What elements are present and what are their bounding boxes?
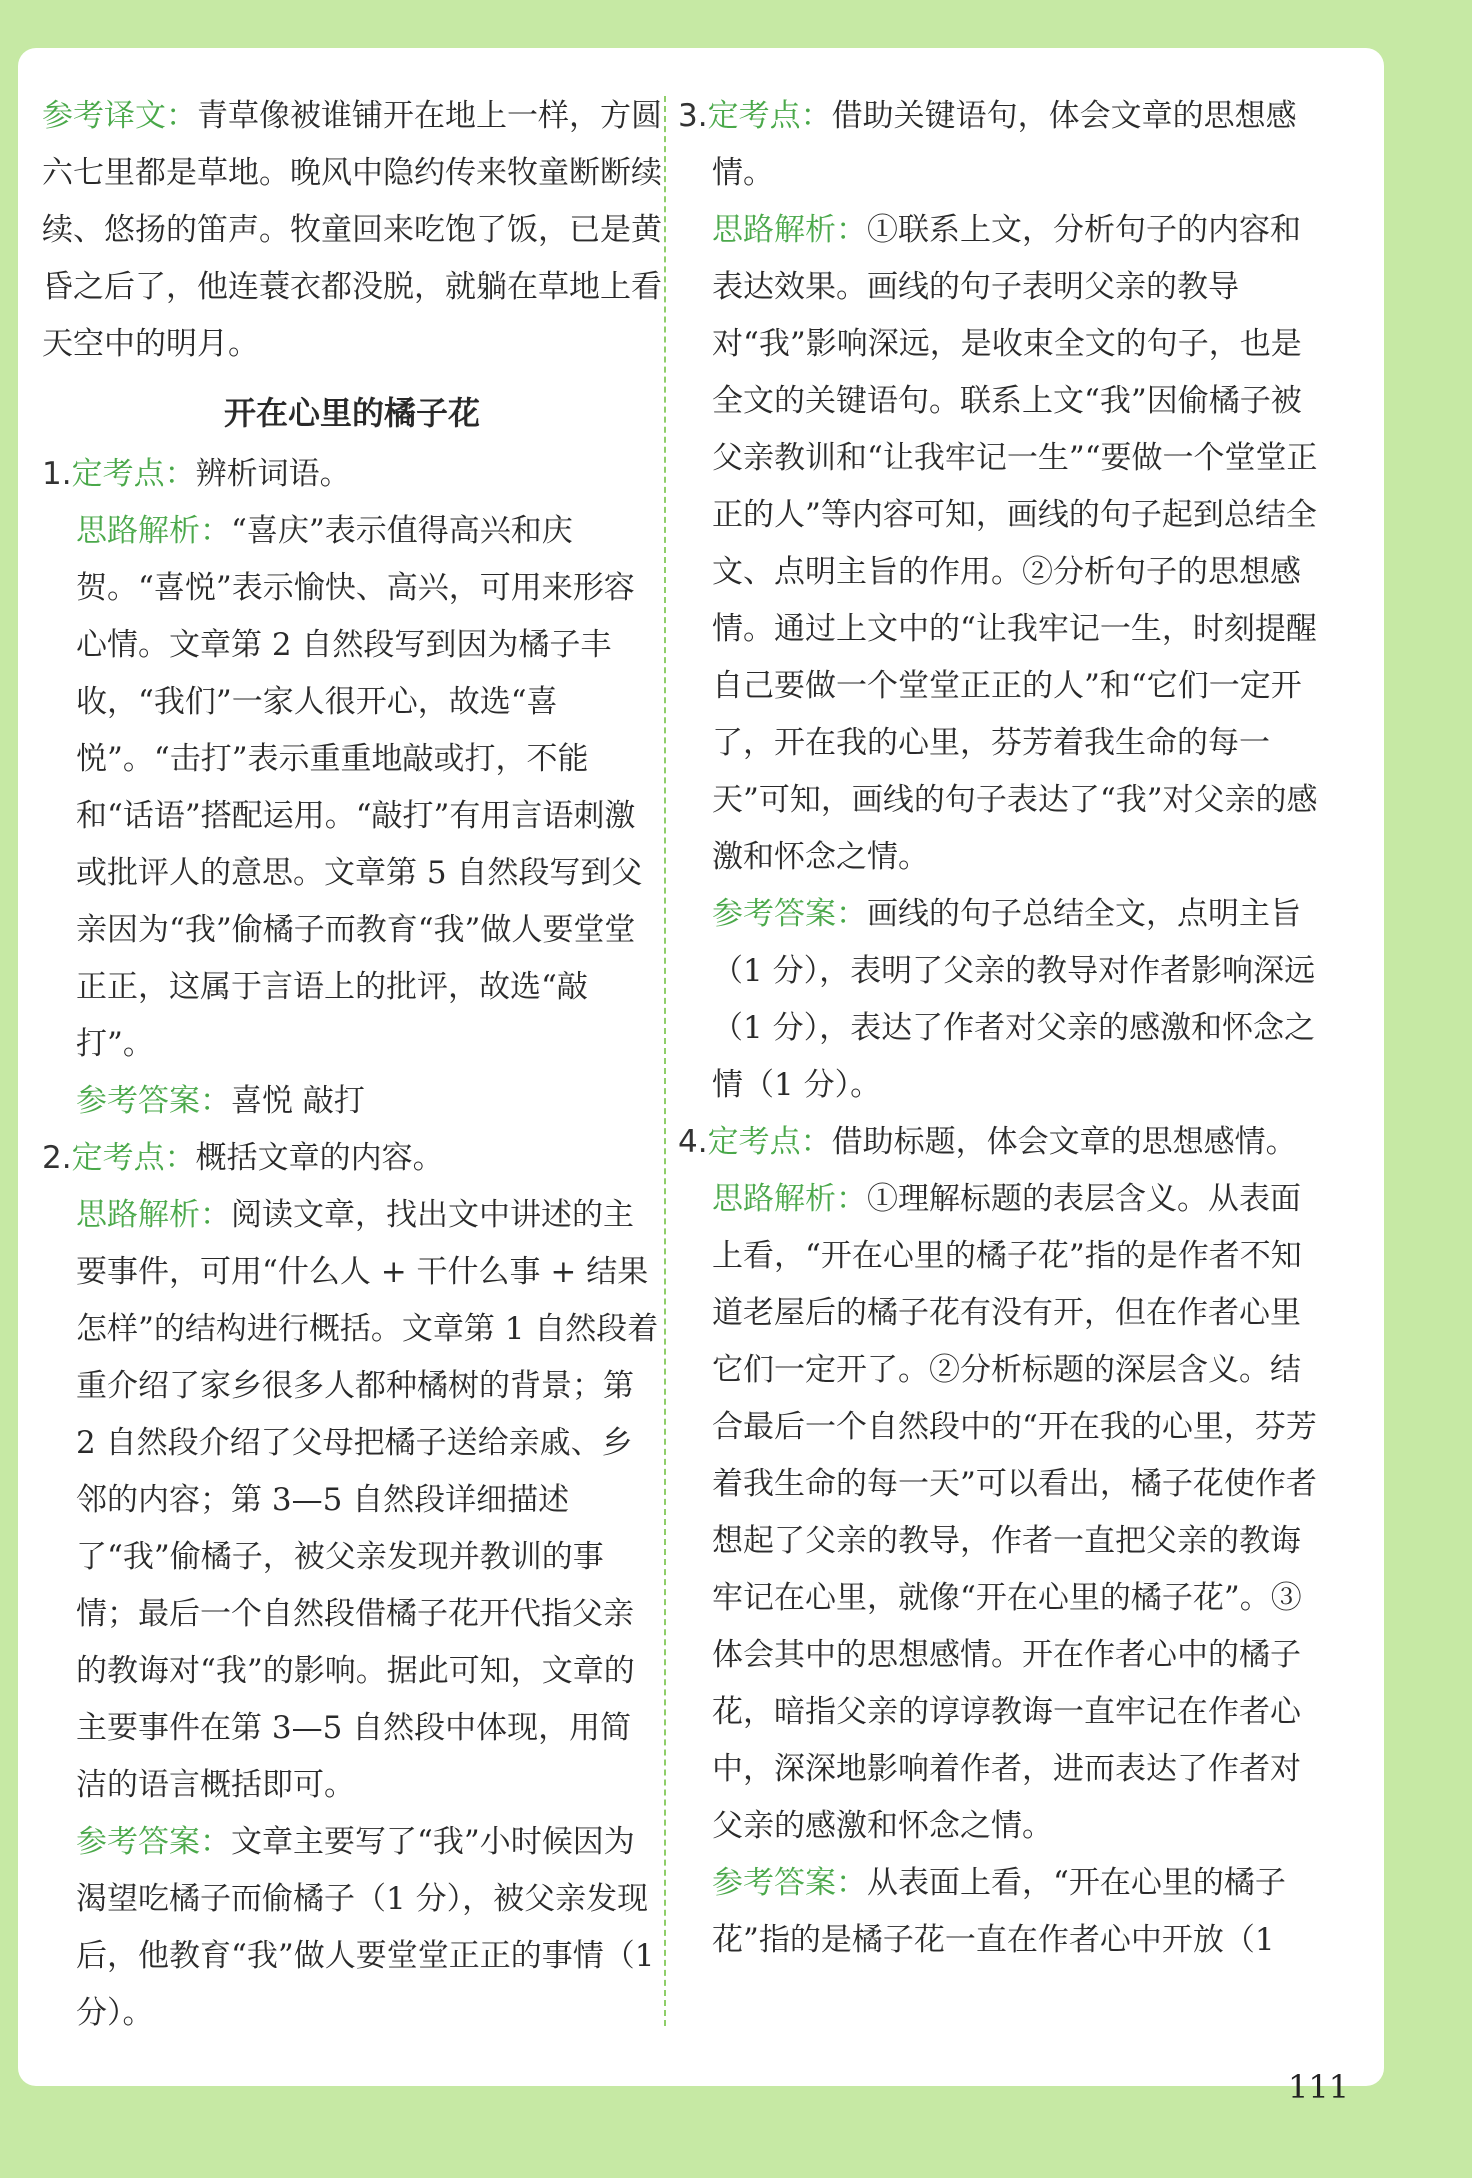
translation-paragraph [42,88,662,373]
q3-analysis: 思路解析：①联系上文，分析句子的内容和表达效果。画线的句子表明父亲的教导对“我”影响深远，是收束全文的句子，也是全文的关键语句。联系上文“我”因偷橘子被父亲教训和“让我牢记一生”“要做一个堂堂正正的人”等内容可知，画线的句子起到总结全文、点明主旨的作用。②分析句子的思想感情。通过上文中的“让我牢记一生，时刻提醒自己要做一个堂堂正正的人”和“它们一定开了，开在我的心里，芬芳着我生命的每一天”可知，画线的句子表达了“我”对父亲的感激和怀念之情。 [712,212,1318,875]
q1-analysis-label: 思路解析： [76,513,231,549]
q4-analysis-label: 思路解析： [712,1181,867,1217]
section-title: 开在心里的橘子花 [223,394,480,432]
q3-point-label: 定考点： [707,98,832,134]
q4-answer: 参考答案：从表面上看，“开在心里的橘子花”指的是橘子花一直在作者心中开放（1 [712,1865,1286,1958]
q4-analysis: 思路解析：①理解标题的表层含义。从表面上看，“开在心里的橘子花”指的是作者不知道老屋后的橘子花有没有开，但在作者心里它们一定开了。②分析标题的深层含义。结合最后一个自然段中的“开在我的心里，芬芳着我生命的每一天”可以看出，橘子花使作者想起了父亲的教导，作者一直把父亲的教诲牢记在心里，就像“开在心里的橘子花”。③体会其中的思想感情。开在作者心中的橘子花，暗指父亲的谆谆教诲一直牢记在作者心中，深深地影响着作者，进而表达了作者对父亲的感激和怀念之情。 [712,1181,1317,1844]
q3-point: 3.定考点：借助关键语句，体会文章的思想感情。 [678,98,1297,191]
q4-point: 4.定考点：借助标题，体会文章的思想感情。 [678,1124,1297,1160]
q2-answer: 参考答案：文章主要写了“我”小时候因为渴望吃橘子而偷橘子（1 分），被父亲发现后，他教育“我”做人要堂堂正正的事情（1 分）。 [76,1824,655,2031]
translation-label: 参考译文： [42,98,197,134]
page-sheet [18,48,1384,2086]
q1-answer-label: 参考答案： [76,1083,231,1119]
q4-point-label: 定考点： [707,1124,832,1160]
page-number: 111 [1288,2068,1350,2106]
right-column [678,88,1328,1969]
q3-answer: 参考答案：画线的句子总结全文，点明主旨（1 分），表明了父亲的教导对作者影响深远（1 分），表达了作者对父亲的感激和怀念之情（1 分）。 [712,896,1316,1103]
q1-point-label: 定考点： [71,456,196,492]
q4-answer-label: 参考答案： [712,1865,867,1901]
q3-analysis-label: 思路解析： [712,212,867,248]
q2-analysis-label: 思路解析： [76,1197,231,1233]
q3-answer-label: 参考答案： [712,896,867,932]
translation-text: 青草像被谁铺开在地上一样，方圆六七里都是草地。晚风中隐约传来牧童断断续续、悠扬的笛声。牧童回来吃饱了饭，已是黄昏之后了，他连蓑衣都没脱，就躺在草地上看天空中的明月。 [42,98,662,362]
column-divider [664,96,666,2026]
q2-analysis: 思路解析：阅读文章，找出文中讲述的主要事件，可用“什么人 + 干什么事 + 结果怎样”的结构进行概括。文章第 1 自然段着重介绍了家乡很多人都种橘树的背景；第 2 自然段介绍了父母把橘子送给亲戚、乡邻的内容；第 3—5 自然段详细描述了“我”偷橘子，被父亲发现并教训的事情；最后一个自然段借橘子花开代指父亲的教诲对“我”的影响。据此可知，文章的主要事件在第 3—5 自然段中体现，用简洁的语言概括即可。 [76,1197,659,1803]
q1-answer: 参考答案：喜悦 敲打 [76,1083,365,1119]
q2-answer-label: 参考答案： [76,1824,231,1860]
q1-point: 1.定考点：辨析词语。 [42,456,351,492]
q1-analysis: 思路解析：“喜庆”表示值得高兴和庆贺。“喜悦”表示愉快、高兴，可用来形容心情。文章第 2 自然段写到因为橘子丰收，“我们”一家人很开心，故选“喜悦”。“击打”表示重重地敲或打，不能和“话语”搭配运用。“敲打”有用言语刺激或批评人的意思。文章第 5 自然段写到父亲因为“我”偷橘子而教育“我”做人要堂堂正正，这属于言语上的批评，故选“敲打”。 [76,513,643,1062]
q2-point: 2.定考点：概括文章的内容。 [42,1140,444,1176]
q2-point-label: 定考点： [71,1140,196,1176]
left-column [42,88,662,2042]
